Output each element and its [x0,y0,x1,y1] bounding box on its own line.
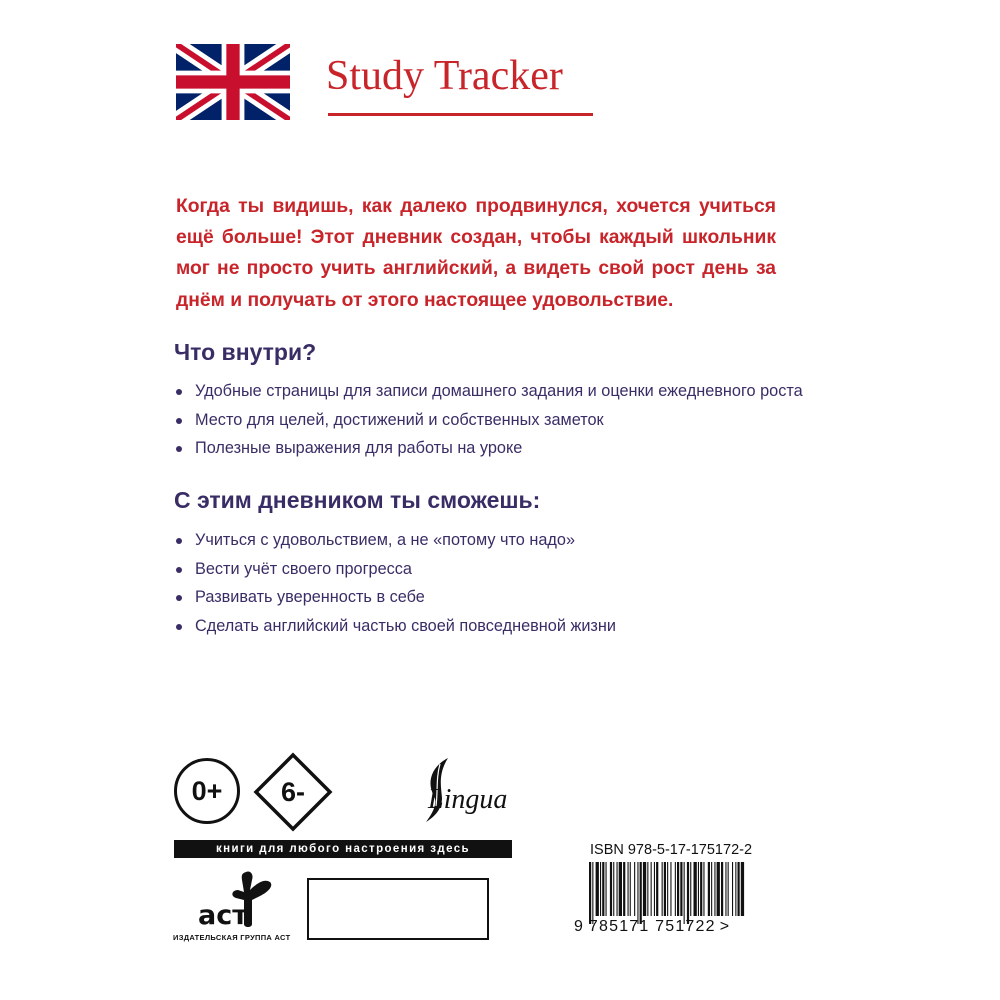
barcode-bar [647,862,648,916]
barcode-bar [721,862,723,916]
barcode-bar [623,862,625,916]
barcode-icon [585,862,745,924]
intro-text: Когда ты видишь, как далеко продвинулся, хочется учиться ещё больше! Этот дневник создан, чтобы каждый школьник мог не просто учить английский, а видеть свой рост день за днём и получать от этого настоящее удовольствие. [176,196,776,311]
barcode-first-digit: 9 [574,918,583,935]
list-item: Вести учёт своего прогресса [176,555,816,584]
list-item: Учиться с удовольствием, а не «потому что надо» [176,526,816,555]
barcode-bar [634,862,635,916]
inside-heading: Что внутри? [174,339,317,365]
barcode-bar [714,862,715,916]
barcode-bar [684,862,685,924]
barcode-bar [675,862,676,916]
barcode-bar [617,862,618,916]
barcode-bar [741,862,744,916]
barcode-bar [596,862,599,916]
barcode-bar [677,862,679,916]
barcode-bar [656,862,658,916]
barcode-bar [728,862,729,916]
barcode-bar [640,862,642,924]
barcode-bar [637,862,638,924]
barcode-bar [600,862,601,916]
barcode-bar [670,862,671,916]
lingua-logo-text: Lingua [428,784,508,815]
barcode-bar [610,862,612,916]
ast-logo-text: аст [198,900,248,930]
barcode-bar [613,862,614,916]
ast-caption: ИЗДАТЕЛЬСКАЯ ГРУППА АСТ [173,933,291,942]
barcode-bar [667,862,668,916]
barcode-bar [708,862,710,916]
barcode-bar [703,862,704,916]
list-item: Место для целей, достижений и собственных заметок [176,406,816,435]
publisher-slogan: книги для любого настроения здесь [174,840,512,858]
barcode-bar [589,862,591,924]
list-item: Полезные выражения для работы на уроке [176,434,816,463]
barcode-bar [606,862,607,916]
inside-list [176,377,816,463]
benefits-list [176,526,816,640]
benefits-heading: С этим дневником ты сможешь: [174,487,541,513]
barcode-bar [738,862,740,916]
barcode-bar [664,862,666,916]
barcode-bar [602,862,604,916]
age-rating-badge: 0+ [174,758,240,824]
list-item: Удобные страницы для записи домашнего задания и оценки ежедневного роста [176,377,816,406]
edu-rating-label: 6- [280,776,305,807]
barcode-quiet-zone: > [719,918,730,935]
barcode-bar [680,862,682,916]
barcode-bar [651,862,652,916]
barcode-bar [694,862,697,916]
barcode-bar [662,862,663,916]
barcode-number [574,918,729,936]
barcode-bar [732,862,733,916]
barcode-bar [725,862,726,916]
barcode-bar [698,862,699,916]
barcode-bar [700,862,702,916]
barcode-bar [630,862,631,916]
list-item: Сделать английский частью своей повседневной жизни [176,612,816,641]
title-underline [328,113,593,116]
blank-price-box [307,878,489,940]
barcode-bar [711,862,712,916]
isbn-label: ISBN 978-5-17-175172-2 [590,842,753,858]
uk-flag-icon [176,44,290,120]
barcode-bar [628,862,629,916]
page-title: Study Tracker [326,53,563,99]
barcode-bar [643,862,646,916]
barcode-bar [717,862,720,916]
barcode-bar [687,862,689,924]
list-item: Развивать уверенность в себе [176,583,816,612]
barcode-digits: 785171 751722 [588,918,716,935]
barcode-bar [735,862,736,916]
barcode-bar [619,862,622,916]
ast-logo-icon [196,868,278,930]
barcode-bar [690,862,691,916]
barcode-bar [592,862,593,924]
barcode-bar [654,862,655,916]
